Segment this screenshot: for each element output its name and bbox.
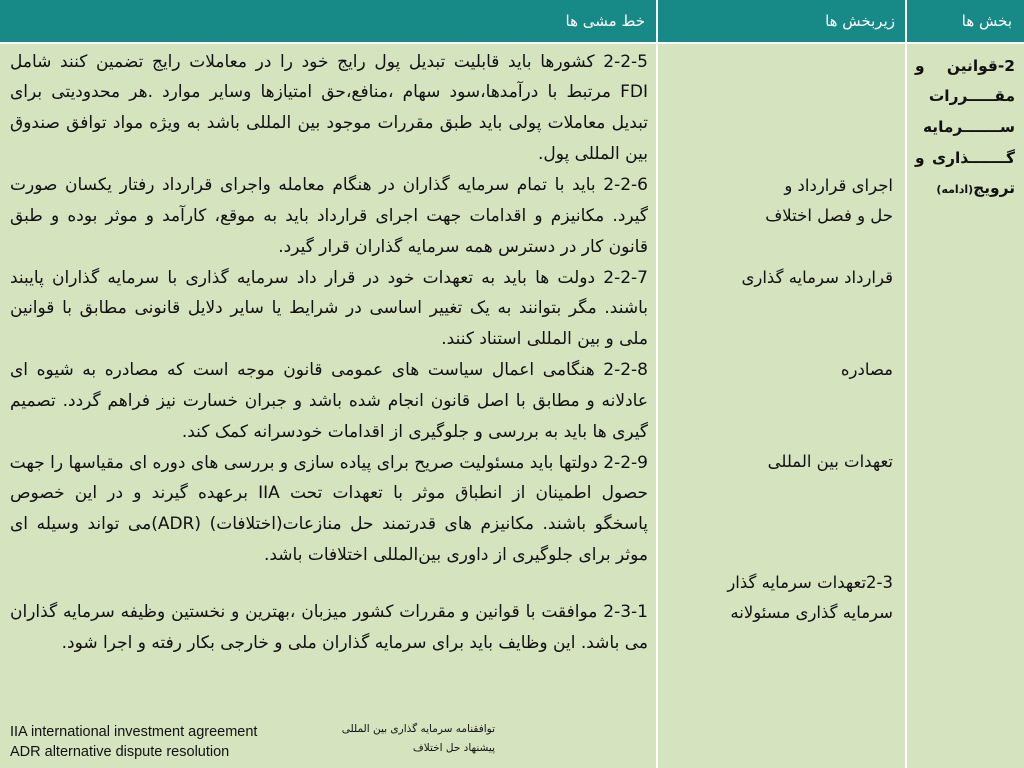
policy-2-2-7 <box>10 263 648 356</box>
policy-line: گیری ها باید به بررسی و جلوگیری از اقدامات خودسرانه کمک کند. <box>181 421 648 442</box>
subsection-line: اجرای قرارداد و <box>784 175 893 195</box>
footnote-iia-translation: توافقنامه سرمایه گذاری بین المللی <box>341 723 495 735</box>
policy-line: بین المللی پول. <box>537 144 648 165</box>
subsection-line: 2-3تعهدات سرمایه گذار <box>727 572 893 592</box>
section-title-line: 2-قوانین و <box>915 56 1015 75</box>
section-title <box>915 51 1015 204</box>
policy-line: می باشد. این وظایف باید برای سرمایه گذاران ملی و خارجی بکار رفته و اجرا شود. <box>61 632 648 653</box>
policy-line: موثر برای جلوگیری از داوری بین‌المللی اختلافات باشد. <box>263 545 648 566</box>
subsection-line: مصادره <box>840 359 893 379</box>
policy-2-2-9 <box>10 448 648 571</box>
policy-line: قانون کار در دسترس همه سرمایه گذاران قرار گیرد. <box>278 236 648 257</box>
policy-line: FDI مرتبط با درآمدها،سود سهام ،منافع،حق امتیازها وسایر موارد .هر محدودیتی برای <box>10 82 648 103</box>
subsection-expropriation <box>670 355 893 386</box>
subsection-international-obligations <box>670 447 893 478</box>
policy-line: 2-2-8 هنگامی اعمال سیاست های عمومی قانون موجه است که مصادره به شیوه ای <box>10 360 648 381</box>
subsection-line: قرارداد سرمایه گذاری <box>741 267 893 287</box>
footnote-adr-translation: پیشنهاد حل اختلاف <box>412 742 495 754</box>
policy-line: 2-2-5 کشورها باید قابلیت تبدیل پول رایج خود را در معاملات رایج تضمین کنند شامل <box>10 51 648 72</box>
section-title-line: ترویج <box>973 179 1015 198</box>
policy-2-3-1 <box>10 597 648 659</box>
policy-line: 2-3-1 موافقت با قوانین و مقررات کشور میزبان ،بهترین و نخستین وظیفه سرمایه گذاران <box>10 601 648 622</box>
policy-line: 2-2-6 باید با تمام سرمایه گذاران در هنگام معامله واجرای قرارداد رفتار یکسان صورت <box>10 174 648 195</box>
policy-2-2-5 <box>10 47 648 170</box>
policy-line: پاسخگو باشند. مکانیزم های قدرتمند حل منازعات(اختلافات) (ADR)می تواند وسیله ای <box>10 514 648 535</box>
policy-line: حصول اطمینان از انطباق موثر با تعهدات تحت IIA برعهده گیرند و در این خصوص <box>10 483 648 504</box>
policy-line: تبدیل معاملات پولی باید طبق مقررات موجود بین المللی باشد به ویژه مواد توافق صندوق <box>10 113 648 134</box>
footnote-adr: ADR alternative dispute resolution <box>10 744 230 760</box>
section-title-line: گـــــــذاری و <box>915 148 1015 167</box>
header-subsections: زیربخش ها <box>658 0 905 42</box>
policy-line: ملی و بین المللی استناد کنند. <box>441 329 648 350</box>
policy-line: گیرد. مکانیزم و اقدامات جهت اجرای قرارداد باید به موقع، کارآمد و موثر بوده و طبق <box>10 205 648 226</box>
header-sections: بخش ها <box>907 0 1024 42</box>
policy-line: باشند. مگر بتوانند به یک تغییر اساسی در شرایط یا سایر دلایل قانونی مطابق با قوانین <box>10 298 648 319</box>
section-title-suffix: (ادامه) <box>936 183 974 197</box>
subsection-line: سرمایه گذاری مسئولانه <box>730 603 893 623</box>
section-cell <box>907 44 1024 768</box>
subsections-cell <box>658 44 905 768</box>
subsection-investor-obligations <box>670 568 893 630</box>
subsection-line: حل و فصل اختلاف <box>765 206 893 226</box>
policies-cell <box>0 44 656 768</box>
subsection-line: تعهدات بین المللی <box>767 451 893 471</box>
footnote-iia: IIA international investment agreement <box>10 724 258 740</box>
policy-line: 2-2-7 دولت ها باید به تعهدات خود در قرار داد سرمایه گذاری با سرمایه گذاران پایبند <box>10 267 648 288</box>
subsection-investment-contract <box>670 263 893 294</box>
section-title-line: مقـــــررات <box>928 87 1015 106</box>
section-title-line: ســـــــرمایه <box>922 117 1015 136</box>
policy-line: عادلانه و مطابق با اصل قانون انجام شده باشد و جبران خسارت نیز فراهم گردد. تصمیم <box>10 390 648 411</box>
policies-list <box>10 47 648 659</box>
section-title-last-line <box>915 173 1015 204</box>
policy-2-2-6 <box>10 170 648 263</box>
header-policies: خط مشی ها <box>0 0 656 42</box>
policy-2-2-8 <box>10 355 648 448</box>
policy-line: 2-2-9 دولتها باید مسئولیت صریح برای پیاده سازی و بررسی های دوره ای مقیاسها را جهت <box>9 452 648 473</box>
subsection-contract-enforcement <box>670 171 893 233</box>
